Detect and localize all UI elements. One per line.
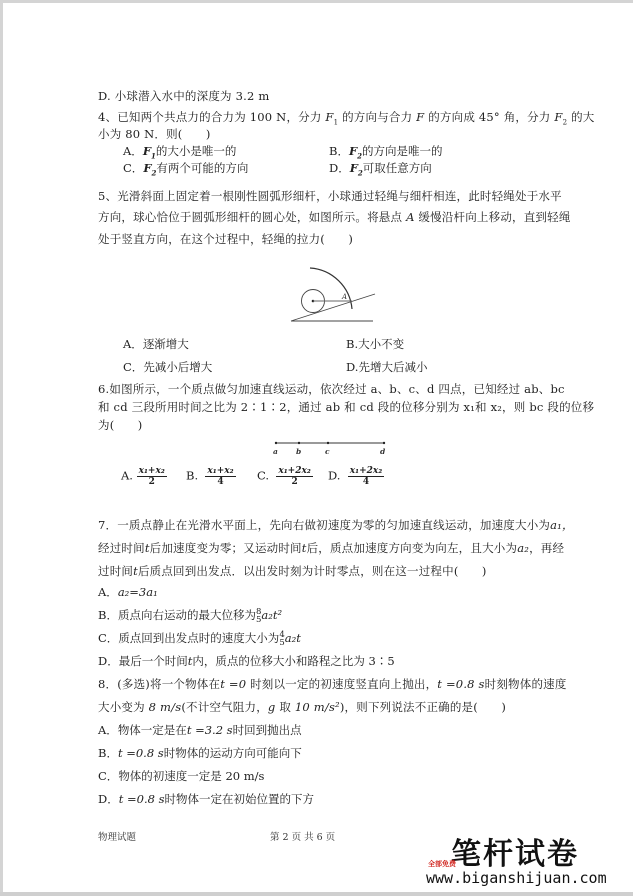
q8-text: 8．(多选)将一个物体在 (98, 677, 221, 691)
option-var: F (143, 161, 152, 175)
q7-option-c[interactable] (98, 631, 301, 647)
option-text: 逐渐增大 (142, 337, 189, 351)
option-var: t (187, 654, 193, 668)
option-label: A． (123, 337, 143, 351)
option-sub: 2 (151, 168, 157, 178)
option-label: A． (98, 723, 118, 737)
q4-option-d[interactable] (329, 161, 432, 180)
fraction (137, 466, 167, 487)
q7-stem-line3 (98, 564, 487, 578)
q8-text: 大小变为 (98, 700, 149, 714)
option-sub: 2 (357, 168, 363, 178)
document-page (3, 3, 633, 892)
q8-option-b[interactable] (98, 746, 302, 760)
q5-option-c[interactable] (123, 360, 212, 374)
q7-var: t (144, 541, 150, 555)
option-var: F (142, 144, 151, 158)
option-text: 的大小是唯一的 (155, 144, 237, 158)
q7-text: 过时间 (98, 564, 134, 578)
q4-option-c[interactable] (123, 161, 248, 180)
q7-text: 7．一质点静止在光滑水平面上，先向右做初速度为零的匀加速直线运动，加速度大小为 (98, 518, 551, 532)
q7-option-a[interactable] (98, 585, 158, 599)
q6-stem-line3: 为( ) (98, 418, 143, 432)
q5-stem-line3: 处于竖直方向，在这个过程中，轻绳的拉力( ) (98, 232, 354, 246)
q5-figure-arc-rod-incline (283, 253, 383, 331)
option-label: D. (346, 360, 359, 374)
option-text: 质点回到出发点时的速度大小为 (118, 631, 280, 645)
option-label: D． (98, 792, 119, 806)
q6-option-a[interactable] (121, 466, 167, 487)
option-expr: t =0.8 s (118, 792, 165, 806)
q7-text: 后，质点加速度方向变为向左，且大小为 (306, 541, 518, 555)
fraction-denominator: 2 (148, 477, 155, 487)
prev-question-option-d: D. 小球潜入水中的深度为 3.2 m (98, 89, 270, 103)
q7-stem-line2 (98, 541, 564, 555)
option-label: B． (329, 144, 349, 158)
q6-option-d[interactable] (328, 466, 384, 487)
option-text: 先增大后减小 (358, 360, 428, 374)
q5-option-d[interactable] (346, 360, 427, 374)
q8-text: 取 (275, 700, 295, 714)
q4-text: 的大 (567, 110, 595, 124)
option-text: 的方向是唯一的 (362, 144, 443, 158)
option-label: B． (98, 608, 118, 622)
q8-text: 时刻以一定的初速度竖直向上抛出， (246, 677, 438, 691)
q5-stem-line2 (98, 210, 571, 224)
q8-expr: t =0.8 s (437, 677, 485, 691)
option-label: C． (123, 360, 144, 374)
q7-text: 经过时间 (98, 541, 145, 555)
fraction-denominator: 5 (255, 615, 262, 625)
q7-var: t (133, 564, 138, 578)
q7-text: ，再经 (529, 541, 565, 555)
q5-stem-line1: 5、光滑斜面上固定着一根刚性圆弧形细杆，小球通过轻绳与细杆相连，此时轻绳处于水平 (98, 189, 562, 203)
q8-stem-line2 (98, 700, 506, 714)
option-label: C． (123, 161, 144, 175)
point-label-c: c (325, 447, 330, 456)
option-expr: a₂t² (261, 608, 283, 622)
option-label: B． (98, 746, 118, 760)
option-text: 大小不变 (358, 337, 405, 351)
q4-text: 的方向成 45° 角，分力 (424, 110, 555, 124)
q7-option-b[interactable] (98, 608, 282, 624)
fraction-numerator: x₁+2x₂ (349, 466, 383, 476)
option-text: 有两个可能的方向 (156, 161, 249, 175)
q4-text: 4、已知两个共点力的合力为 100 N，分力 (98, 110, 326, 124)
q5-option-b[interactable] (346, 337, 404, 351)
q6-figure-line-abcd (273, 439, 389, 459)
q8-option-c[interactable] (98, 769, 264, 783)
fraction-denominator: 5 (279, 638, 285, 648)
q7-var: t (301, 541, 307, 555)
option-sub: 1 (150, 151, 156, 161)
q8-text: 时刻物体的速度 (484, 677, 567, 691)
q5-var: A (406, 210, 415, 224)
option-text: 物体一定是在 (117, 723, 187, 737)
q6-option-b[interactable] (186, 466, 236, 487)
q7-option-d[interactable] (98, 654, 395, 668)
fraction-denominator: 2 (291, 477, 298, 487)
fraction (348, 466, 384, 487)
option-text: 最后一个时间 (118, 654, 188, 668)
footer-page-info: 第 2 页 共 6 页 (270, 832, 336, 843)
q6-option-c[interactable] (257, 466, 313, 487)
option-label: B. (186, 468, 199, 483)
option-expr: a₂=3a₁ (117, 585, 158, 599)
point-label-a: a (273, 447, 278, 456)
option-label: C． (98, 769, 119, 783)
option-expr: t =0.8 s (117, 746, 164, 760)
watermark-url[interactable]: www.biganshijuan.com (426, 869, 607, 887)
q7-stem-line1 (98, 518, 574, 532)
option-text: 时物体的运动方向可能向下 (163, 746, 302, 760)
fraction-denominator: 4 (362, 477, 370, 487)
option-text: 质点向右运动的最大位移为 (117, 608, 256, 622)
q8-expr: t =0 (220, 677, 247, 691)
q7-text: 后加速度变为零；又运动时间 (149, 541, 302, 555)
q8-option-a[interactable] (98, 723, 302, 737)
q8-text: )，则下列说法不正确的是( ) (339, 700, 507, 714)
watermark-brand: 笔杆试卷 (451, 837, 579, 872)
option-text: 时回到抛出点 (232, 723, 302, 737)
q8-expr: 10 m/s² (294, 700, 340, 714)
option-expr: a₂t (284, 631, 301, 645)
q5-option-a[interactable] (123, 337, 189, 351)
fraction-numerator: x₁+2x₂ (278, 466, 311, 476)
q8-stem-line1 (98, 677, 567, 691)
q8-var: g (267, 700, 276, 714)
option-label: D. (328, 468, 341, 483)
fraction (276, 466, 312, 487)
q6-stem-line2: 和 cd 三段所用时间之比为 2∶1∶2，通过 ab 和 cd 段的位移分别为 x₁和 x₂，则 bc 段的位移 (98, 400, 595, 414)
option-label: A． (123, 144, 143, 158)
option-text: 先减小后增大 (143, 360, 213, 374)
option-text: 内，质点的位移大小和路程之比为 3∶5 (192, 654, 395, 668)
q6-stem-line1: 6.如图所示，一个质点做匀加速直线运动，依次经过 a、b、c、d 四点，已知经过 ab、bc (98, 382, 565, 396)
q4-stem-line1: 4、已知两个共点力的合力为 100 N，分力 $F_1$ 的方向与合力 F 的方向成 45° 角，分力 $F_2$ 的大 (98, 110, 595, 127)
option-var: F (349, 161, 358, 175)
option-label: D． (98, 654, 119, 668)
fraction-numerator: x₁+x₂ (138, 466, 165, 476)
q8-option-d[interactable] (98, 792, 314, 806)
fraction (205, 466, 235, 487)
q8-expr: 8 m/s (148, 700, 182, 714)
option-label: A． (98, 585, 118, 599)
figure-label-a: A (342, 293, 348, 301)
q8-text: (不计空气阻力， (181, 700, 268, 714)
option-var: F (348, 144, 358, 158)
option-label: C． (98, 631, 119, 645)
q4-stem-line2: 小为 80 N．则( ) (98, 127, 211, 141)
fraction-numerator: 4 (279, 630, 285, 640)
page-bottom-border (0, 892, 633, 896)
option-label: D． (329, 161, 350, 175)
watermark-free-tag: 全部免费 (428, 860, 456, 868)
point-label-b: b (296, 447, 302, 456)
q7-var: a₁， (550, 518, 574, 532)
option-text: 可取任意方向 (362, 161, 432, 175)
footer-subject: 物理试题 (98, 832, 137, 843)
option-expr: t =3.2 s (186, 723, 233, 737)
q5-text: 方向，球心恰位于圆弧形细杆的圆心处，如图所示。将悬点 (98, 210, 407, 224)
fraction-numerator: 8 (255, 607, 262, 617)
option-label: A. (121, 468, 133, 483)
option-text: 物体的初速度一定是 20 m/s (118, 769, 265, 783)
fraction-denominator: 4 (217, 477, 224, 487)
q7-var: a₂ (517, 541, 530, 555)
option-label: B. (346, 337, 359, 351)
option-label: C. (257, 468, 270, 483)
option-sub: 2 (357, 151, 362, 161)
q7-text: 后质点回到出发点．以出发时刻为计时零点，则在这一过程中( ) (137, 564, 487, 578)
option-text: 时物体一定在初始位置的下方 (164, 792, 314, 806)
fraction-numerator: x₁+x₂ (207, 466, 234, 476)
point-label-d: d (380, 447, 386, 456)
q4-text: 的方向与合力 (338, 110, 417, 124)
q5-text: 缓慢沿杆向上移动，直到轻绳 (414, 210, 571, 224)
